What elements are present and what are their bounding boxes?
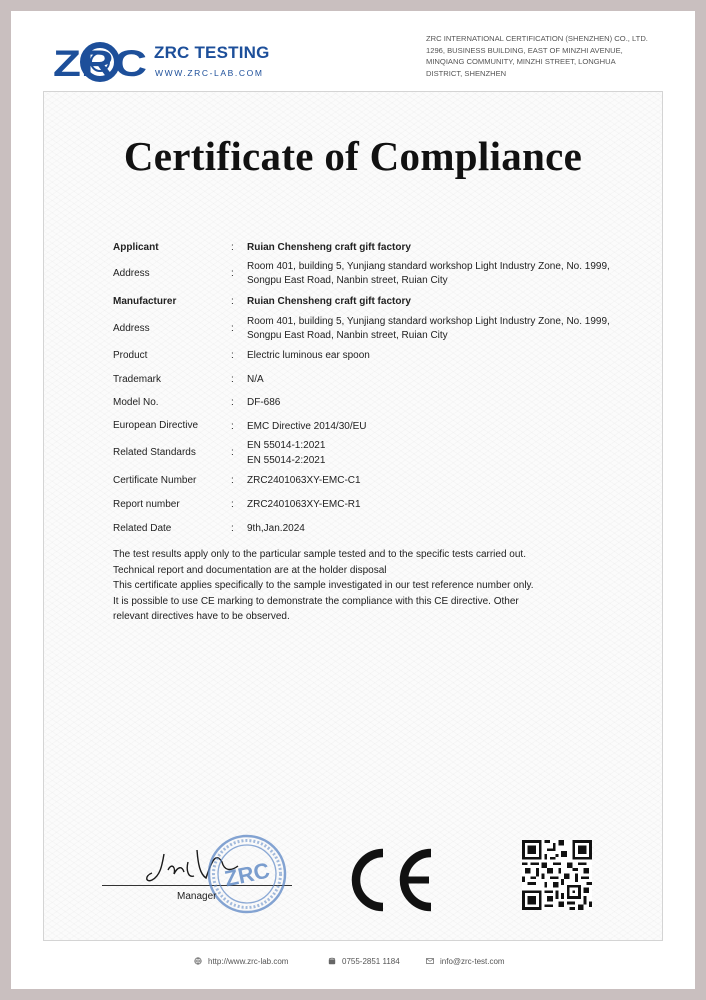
- globe-icon: [193, 957, 203, 965]
- field-label-address: Address: [113, 268, 150, 279]
- note-line: The test results apply only to the particular sample tested and to the specific tests carried out.: [113, 549, 526, 560]
- field-value-applicant: Ruian Chensheng craft gift factory: [247, 242, 411, 253]
- zrc-logo-mark: [53, 38, 149, 86]
- certificate-title: Certificate of Compliance: [123, 133, 583, 179]
- field-label-standards: Related Standards: [113, 447, 196, 458]
- field-colon: :: [231, 397, 234, 408]
- field-colon: :: [231, 242, 234, 253]
- logo-mark-text: ZRC: [53, 43, 147, 84]
- brand-url: WWW.ZRC-LAB.COM: [155, 68, 264, 78]
- field-label-directive: European Directive: [113, 420, 199, 431]
- field-value-standard-1: EN 55014-1:2021: [247, 440, 326, 451]
- note-line: This certificate applies specifically to the sample investigated in our test reference number only.: [113, 580, 534, 591]
- field-label-manufacturer: Manufacturer: [113, 296, 177, 307]
- footer-phone: [327, 957, 400, 966]
- field-value-certificate-number: ZRC2401063XY-EMC-C1: [247, 475, 361, 486]
- mail-icon: [425, 957, 435, 965]
- field-value-related-date: 9th,Jan.2024: [247, 523, 305, 534]
- field-label-certificate-number: Certificate Number: [113, 475, 197, 486]
- field-colon: :: [231, 323, 234, 334]
- footer-email[interactable]: [425, 957, 505, 966]
- signer-title: Manager: [177, 891, 217, 902]
- company-line: MINQIANG COMMUNITY, MINZHI STREET, LONGHUA: [426, 57, 616, 66]
- field-value-applicant-address: Room 401, building 5, Yunjiang standard workshop Light Industry Zone, No. 1999, Songpu East Road, Nanbin street, Ruian City: [247, 261, 610, 286]
- zrc-logo: [53, 38, 293, 86]
- field-colon: :: [231, 447, 234, 458]
- field-label-model: Model No.: [113, 397, 159, 408]
- company-line: 1296, BUSINESS BUILDING, EAST OF MINZHI AVENUE,: [426, 45, 623, 55]
- field-colon: :: [231, 350, 234, 361]
- phone-icon: [327, 957, 337, 965]
- field-value-report-number: ZRC2401063XY-EMC-R1: [247, 499, 361, 510]
- field-colon: :: [231, 268, 234, 279]
- note-line: Technical report and documentation are at the holder disposal: [113, 564, 387, 576]
- field-label-related-date: Related Date: [113, 523, 172, 534]
- field-label-product: Product: [113, 350, 148, 361]
- company-line: ZRC INTERNATIONAL CERTIFICATION (SHENZHEN) CO., LTD.: [426, 34, 648, 43]
- field-label-report-number: Report number: [113, 499, 180, 510]
- stamp-text: ZRC: [222, 857, 272, 892]
- brand-name: ZRC TESTING: [154, 43, 270, 62]
- field-colon: :: [231, 421, 234, 432]
- field-colon: :: [231, 374, 234, 385]
- field-value-trademark: N/A: [247, 374, 264, 385]
- field-label-trademark: Trademark: [113, 374, 161, 385]
- field-value-product: Electric luminous ear spoon: [247, 350, 370, 361]
- field-colon: :: [231, 475, 234, 486]
- field-colon: :: [231, 499, 234, 510]
- field-colon: :: [231, 523, 234, 534]
- company-line: DISTRICT, SHENZHEN: [426, 68, 507, 78]
- footer-phone-text: 0755-2851 1184: [342, 957, 400, 966]
- footer-website-text: http://www.zrc-lab.com: [208, 957, 289, 966]
- verification-qr-code: [522, 840, 592, 910]
- certificate-frame: [43, 91, 663, 941]
- note-line: It is possible to use CE marking to demonstrate the compliance with this CE directive. Other: [113, 595, 519, 607]
- certificate-sheet: [11, 11, 695, 989]
- field-value-directive: EMC Directive 2014/30/EU: [247, 421, 367, 432]
- field-label-applicant: Applicant: [113, 242, 159, 253]
- ce-mark: [347, 847, 435, 913]
- field-value-model: DF-686: [247, 397, 281, 408]
- footer-email-text: info@zrc-test.com: [440, 957, 505, 966]
- field-colon: :: [231, 296, 234, 307]
- footer-website[interactable]: [193, 957, 288, 966]
- field-value-manufacturer-address: Room 401, building 5, Yunjiang standard workshop Light Industry Zone, No. 1999, Songpu East Road, Nanbin street, Ruian City: [247, 316, 610, 341]
- field-value-manufacturer: Ruian Chensheng craft gift factory: [247, 296, 411, 307]
- field-value-standard-2: EN 55014-2:2021: [247, 455, 326, 466]
- company-seal-stamp: [206, 833, 288, 915]
- note-line: relevant directives have to be observed.: [113, 611, 290, 622]
- compliance-notes: [113, 547, 583, 625]
- company-address: [426, 33, 652, 79]
- field-label-address: Address: [113, 323, 150, 334]
